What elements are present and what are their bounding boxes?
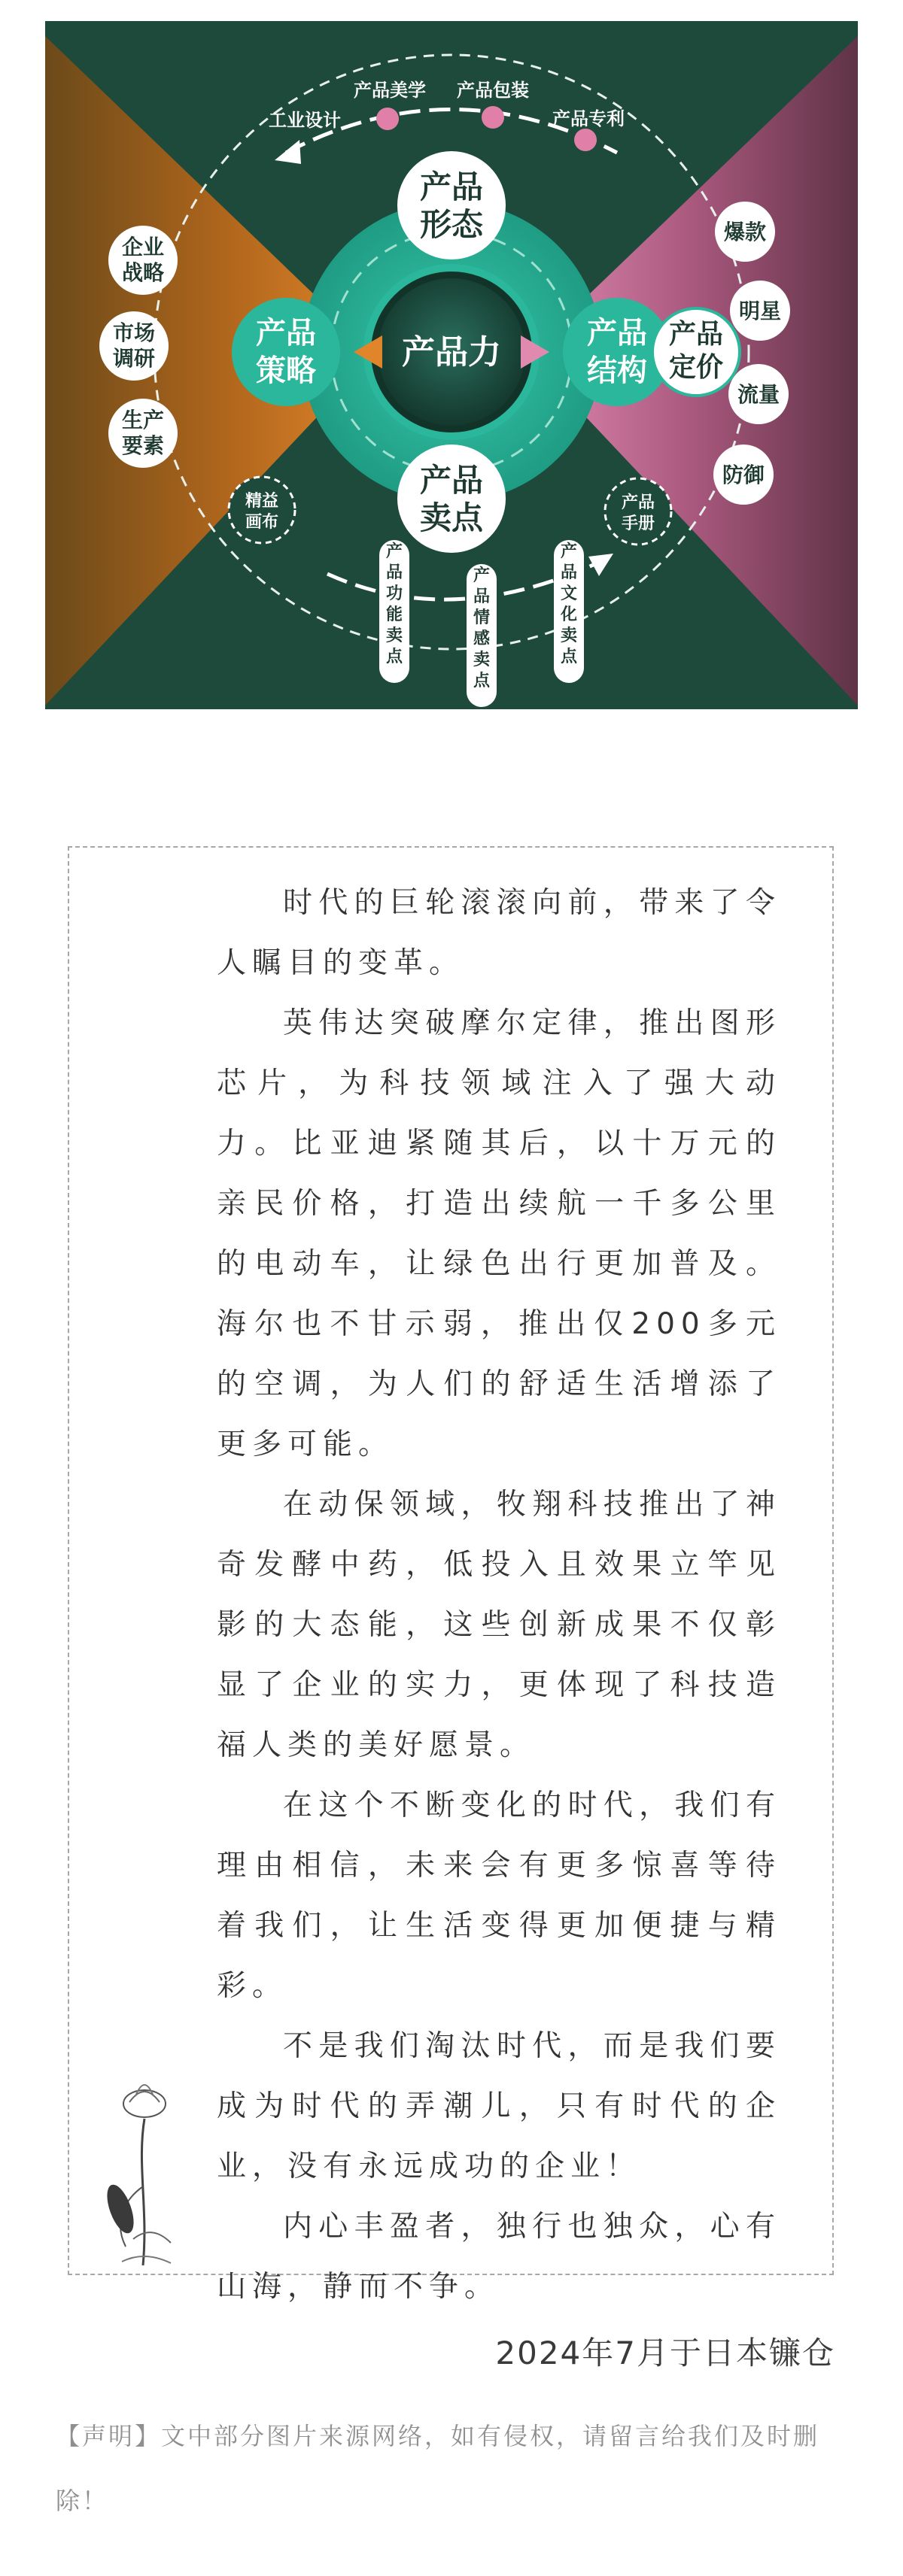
arc-label-patent: 产品专利 xyxy=(552,108,625,129)
hub-bottom-line-1: 产品 xyxy=(419,462,484,499)
hub-bottom xyxy=(397,445,506,553)
article-frame xyxy=(68,846,834,2304)
left-node-2-line-1: 市场 xyxy=(112,320,156,345)
pill-char: 卖 xyxy=(473,651,491,669)
pill-char: 产 xyxy=(560,542,578,561)
article-body xyxy=(217,873,781,2317)
hub-right-line-1: 产品 xyxy=(587,316,647,350)
pricing-line-1: 产品 xyxy=(668,319,724,350)
arc-label-aesthetics: 产品美学 xyxy=(354,80,426,101)
arc-label-packaging: 产品包装 xyxy=(457,80,529,101)
hub-top-line-2: 形态 xyxy=(419,206,484,243)
paragraph-3: 在动保领域，牧翔科技推出了神奇发酵中药，低投入且效果立竿见影的大态能，这些创新成果不仅彰显了企业的实力，更体现了科技造福人类的美好愿景。 xyxy=(217,1488,781,1762)
hub-top xyxy=(397,151,506,259)
dashed-node-right-line-2: 手册 xyxy=(621,514,655,533)
pill-char: 卖 xyxy=(385,627,403,645)
top-arc-dot-3 xyxy=(574,129,597,151)
arc-label-industrial-design: 工业设计 xyxy=(269,110,341,131)
left-node-2-line-2: 调研 xyxy=(112,346,156,371)
pill-char: 点 xyxy=(385,648,403,666)
hub-top-line-1: 产品 xyxy=(419,168,484,205)
paragraph-1: 时代的巨轮滚滚向前，带来了令人瞩目的变革。 xyxy=(217,886,781,980)
copyright-notice: 【声明】文中部分图片来源网络，如有侵权，请留言给我们及时删除！ xyxy=(56,2422,820,2515)
top-arc-arrowhead xyxy=(275,140,301,164)
right-node-fangyu-label: 防御 xyxy=(722,463,765,487)
pill-char: 感 xyxy=(473,630,491,648)
hub-left-line-1: 产品 xyxy=(256,316,316,350)
product-power-diagram xyxy=(45,21,858,709)
pill-char: 点 xyxy=(473,672,491,690)
paragraph-2: 英伟达突破摩尔定律，推出图形芯片，为科技领域注入了强大动力。比亚迪紧随其后，以十万元的亲民价格，打造出续航一千多公里的电动车，让绿色出行更加普及。海尔也不甘示弱，推出仅200多元的空调，为人们的舒适生活增添了更多可能。 xyxy=(217,1006,781,1461)
pill-char: 能 xyxy=(385,605,403,624)
left-node-1-line-2: 战略 xyxy=(121,260,165,285)
pill-char: 产 xyxy=(385,542,403,561)
right-node-liuliang-label: 流量 xyxy=(737,382,780,407)
pill-char: 点 xyxy=(560,648,578,666)
pill-char: 产 xyxy=(473,566,491,585)
hub-left-line-2: 策略 xyxy=(256,353,316,388)
pricing-line-2: 定价 xyxy=(668,352,724,383)
paragraph-5: 不是我们淘汰时代，而是我们要成为时代的弄潮儿，只有时代的企业，没有永远成功的企业！ xyxy=(217,2029,781,2183)
center-label: 产品力 xyxy=(402,333,501,372)
dateline: 2024年7月于日本镰仓 xyxy=(495,2335,835,2371)
left-node-3-line-1: 生产 xyxy=(121,408,165,432)
right-node-mingxing-label: 明星 xyxy=(738,299,782,323)
pill-char: 化 xyxy=(560,605,578,624)
paragraph-4: 在这个不断变化的时代，我们有理由相信，未来会有更多惊喜等待着我们，让生活变得更加便捷与精彩。 xyxy=(217,1789,781,2003)
top-arc-dot-2 xyxy=(482,106,504,129)
top-arc-dot-1 xyxy=(376,108,399,130)
pill-char: 文 xyxy=(560,584,578,603)
left-node-1-line-1: 企业 xyxy=(121,235,165,259)
hub-right-line-2: 结构 xyxy=(587,353,647,388)
pill-char: 卖 xyxy=(560,627,578,645)
right-node-baokuan-label: 爆款 xyxy=(723,220,767,244)
paragraph-6: 内心丰盈者，独行也独众，心有山海，静而不争。 xyxy=(217,2210,781,2304)
diagram-canvas xyxy=(45,21,858,709)
hub-left xyxy=(232,298,340,406)
hub-bottom-line-2: 卖点 xyxy=(419,499,484,536)
pill-char: 品 xyxy=(473,587,491,606)
dashed-node-left-line-1: 精益 xyxy=(245,492,279,511)
pill-char: 功 xyxy=(385,584,403,603)
pill-char: 情 xyxy=(473,608,491,627)
pill-char: 品 xyxy=(385,563,403,582)
left-node-3-line-2: 要素 xyxy=(121,433,165,458)
lotus-ink-illustration xyxy=(99,2074,190,2269)
dashed-node-left-line-2: 画布 xyxy=(245,513,279,532)
pill-char: 品 xyxy=(560,563,578,582)
dashed-node-right-line-1: 产品 xyxy=(621,493,655,512)
